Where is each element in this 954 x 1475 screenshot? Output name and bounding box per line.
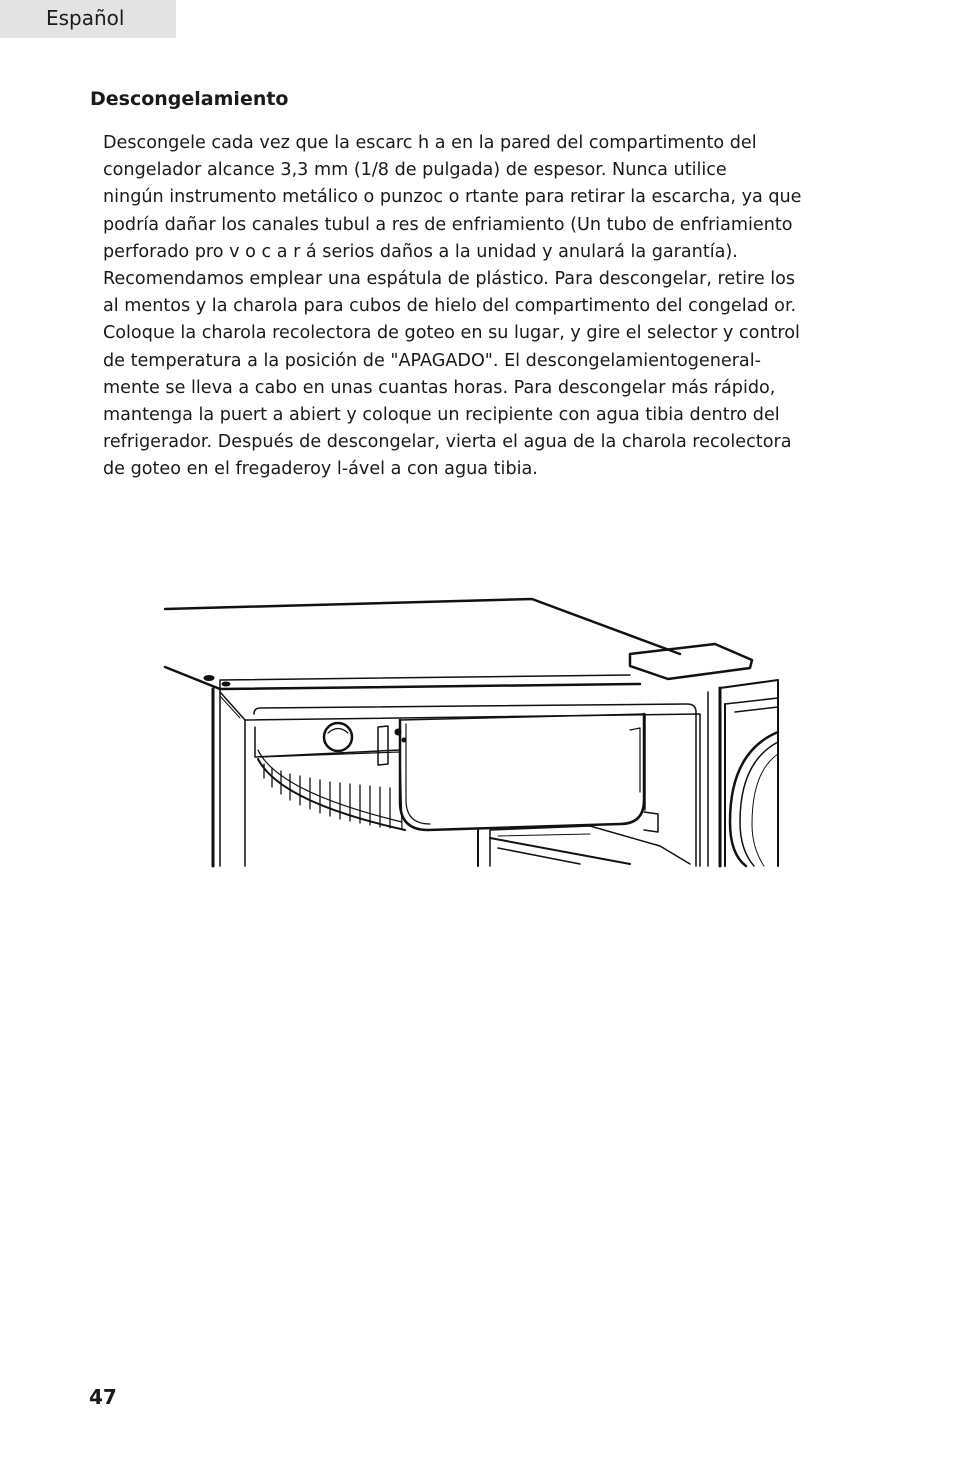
page-number: 47: [89, 1385, 117, 1409]
section-title: Descongelamiento: [90, 88, 289, 110]
language-tab: [0, 0, 176, 38]
section-body-text: Descongele cada vez que la escarc h a en la pared del compartimento del congelador alcance 3,3 mm (1/8 de pulgada) de espesor. Nunca utilice ningún instrumento metálico o punzoc o rtante para retirar la escarcha, ya que podría dañar los canales tubul a res de enfriamiento (Un tubo de enfriamiento perforado pro v o c a r á serios daños a la unidad y anulará la garantía). Recomendamos emplear una espátula de plástico. Para descongelar, retire los al mentos y la charola para cubos de hielo del compartimento del congelad or. Coloque la charola recolectora de goteo en su lugar, y gire el selector y control de temperatura a la posición de "APAGADO". El descongelamientogeneral- mente se lleva a cabo en unas cuantas horas. Para descongelar más rápido, mantenga la puert a abiert y coloque un recipiente con agua tibia dentro del refrigerador. Después de descongelar, vierta el agua de la charola recolectora de goteo en el fregaderoy l-ável a con agua tibia.: [103, 133, 802, 480]
refrigerator-freezer-illustration: [160, 592, 785, 868]
language-tab-label: Español: [46, 6, 125, 30]
